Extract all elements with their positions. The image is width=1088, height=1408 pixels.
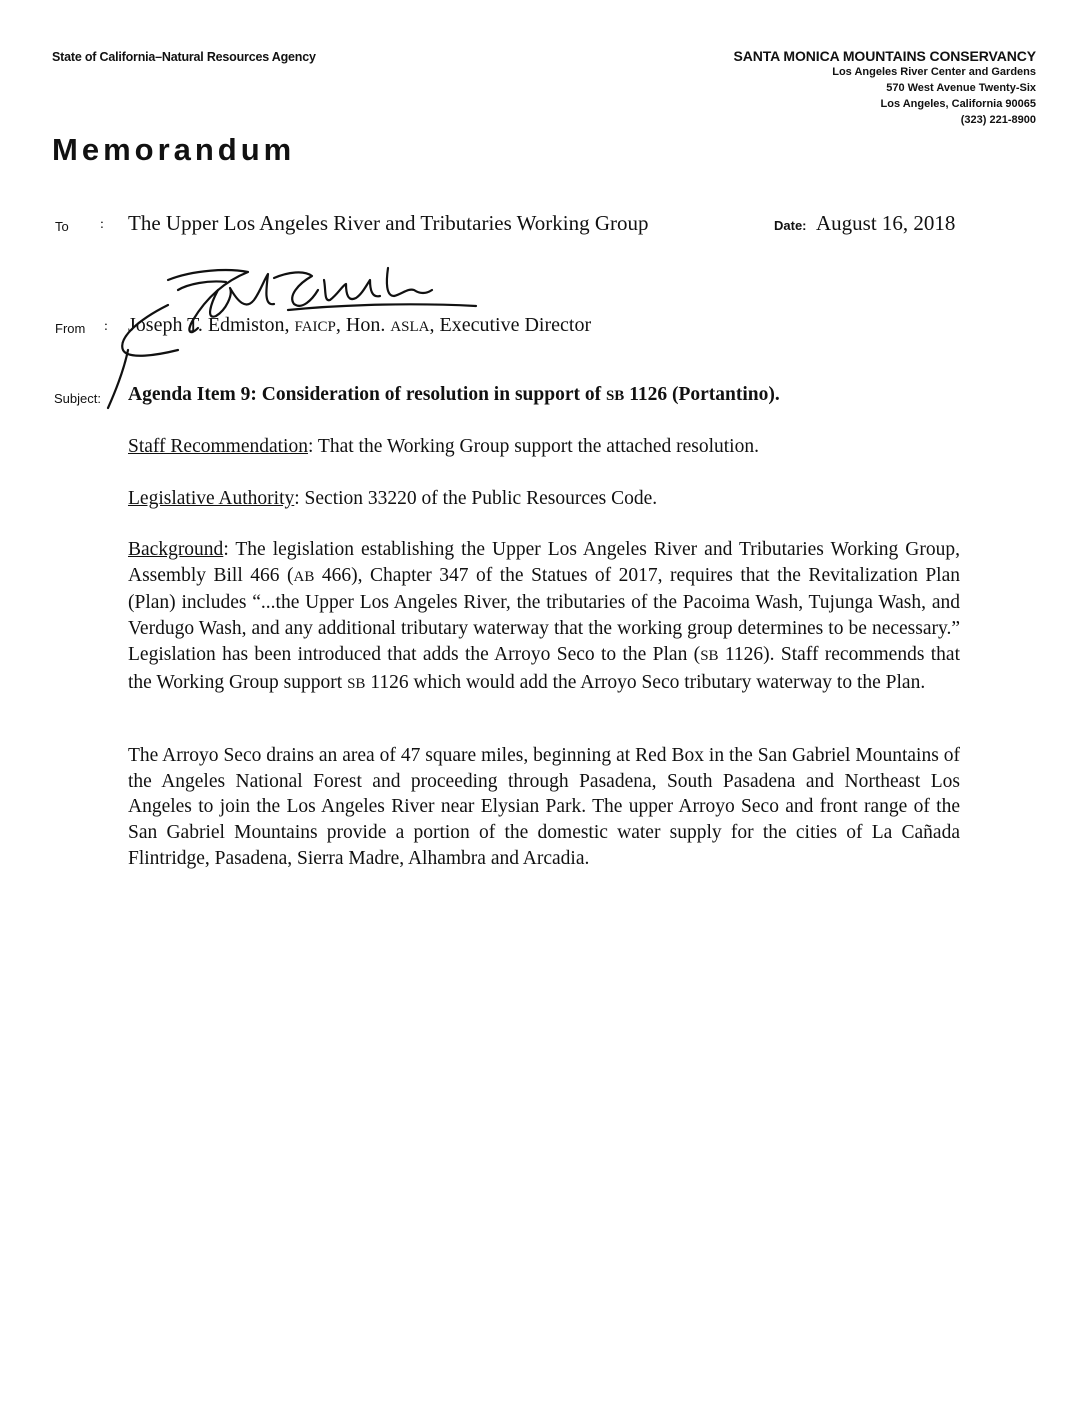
arroyo-seco-paragraph: The Arroyo Seco drains an area of 47 square miles, beginning at Red Box in the San Gabriel Mountains of the Angeles National Forest and proceeding through Pasadena, South Pasadena and Northeast Los Angeles to join the Los Angeles River near Elysian Park. The upper Arroyo Seco and front range of the San Gabriel Mountains provide a portion of the domestic water supply for the cities of La Cañada Flintridge, Pasadena, Sierra Madre, Alhambra and Arcadia. xyxy=(128,745,960,869)
from-title: , Executive Director xyxy=(429,314,592,336)
org-address-line: 570 West Avenue Twenty-Six xyxy=(886,82,1036,94)
paragraph-text: : The legislation establishing the Upper Los Angeles River and Tributaries Working Group, Assembly Bill 466 ( xyxy=(128,539,960,586)
org-letterhead xyxy=(733,48,1036,128)
from-value xyxy=(128,314,591,337)
section-heading: Legislative Authority xyxy=(128,488,295,509)
to-value: The Upper Los Angeles River and Tributaries Working Group xyxy=(128,211,649,235)
subject-text: Agenda Item 9: Consideration of resolution in support of xyxy=(128,384,602,405)
subject-bill: 1126 (Portantino). xyxy=(629,384,780,405)
bill-prefix: SB xyxy=(347,675,366,692)
bill-prefix: AB xyxy=(293,568,315,585)
subject-label: Subject: xyxy=(54,391,101,406)
org-address-line: Los Angeles, California 90065 xyxy=(880,98,1036,110)
from-credential: ASLA xyxy=(390,319,430,335)
subject-bill-prefix: SB xyxy=(605,388,625,404)
section-text: : Section 33220 of the Public Resources Code. xyxy=(294,488,658,509)
date-label: Date: xyxy=(774,218,807,233)
date-value: August 16, 2018 xyxy=(816,211,956,235)
org-name: SANTA MONICA MOUNTAINS CONSERVANCY xyxy=(733,48,1036,64)
bill-prefix: SB xyxy=(700,647,719,664)
paragraph-text: 1126 which would add the Arroyo Seco tributary waterway to the Plan. xyxy=(365,671,926,693)
org-address-line: Los Angeles River Center and Gardens xyxy=(832,66,1036,78)
to-label: To xyxy=(55,219,69,234)
legislative-authority xyxy=(128,486,960,512)
from-name: Joseph T. Edmiston, xyxy=(128,314,290,336)
section-heading: Background xyxy=(128,539,224,560)
paragraph-text: 466), Chapter 347 of the Statues of 2017, requires that the Revitalization Plan (Plan) includes “...the Upper Los Angeles River, the tributaries of the Pacoima Wash, Tujunga Wash, and Verdugo Wash, and any additional tributary waterway that the working group determines to be necessary.” Legislation has been introduced that adds the Arroyo Seco to the Plan ( xyxy=(128,564,960,665)
background-paragraph xyxy=(128,537,960,697)
from-colon: : xyxy=(104,319,108,334)
paragraph-text: 1126). Staff recommends that the Working Group support xyxy=(128,643,961,693)
org-phone: (323) 221-8900 xyxy=(960,114,1036,126)
section-text: : That the Working Group support the attached resolution. xyxy=(307,436,759,457)
to-colon: : xyxy=(100,217,104,232)
from-label: From xyxy=(55,321,86,336)
agency-name: State of California–Natural Resources Agency xyxy=(52,50,316,64)
staff-recommendation xyxy=(128,434,960,460)
from-credential: FAICP xyxy=(294,319,336,335)
subject-value xyxy=(128,384,780,406)
section-heading: Staff Recommendation xyxy=(128,436,308,457)
memo-title: Memorandum xyxy=(52,132,296,167)
from-credential-sep: , Hon. xyxy=(335,314,386,336)
